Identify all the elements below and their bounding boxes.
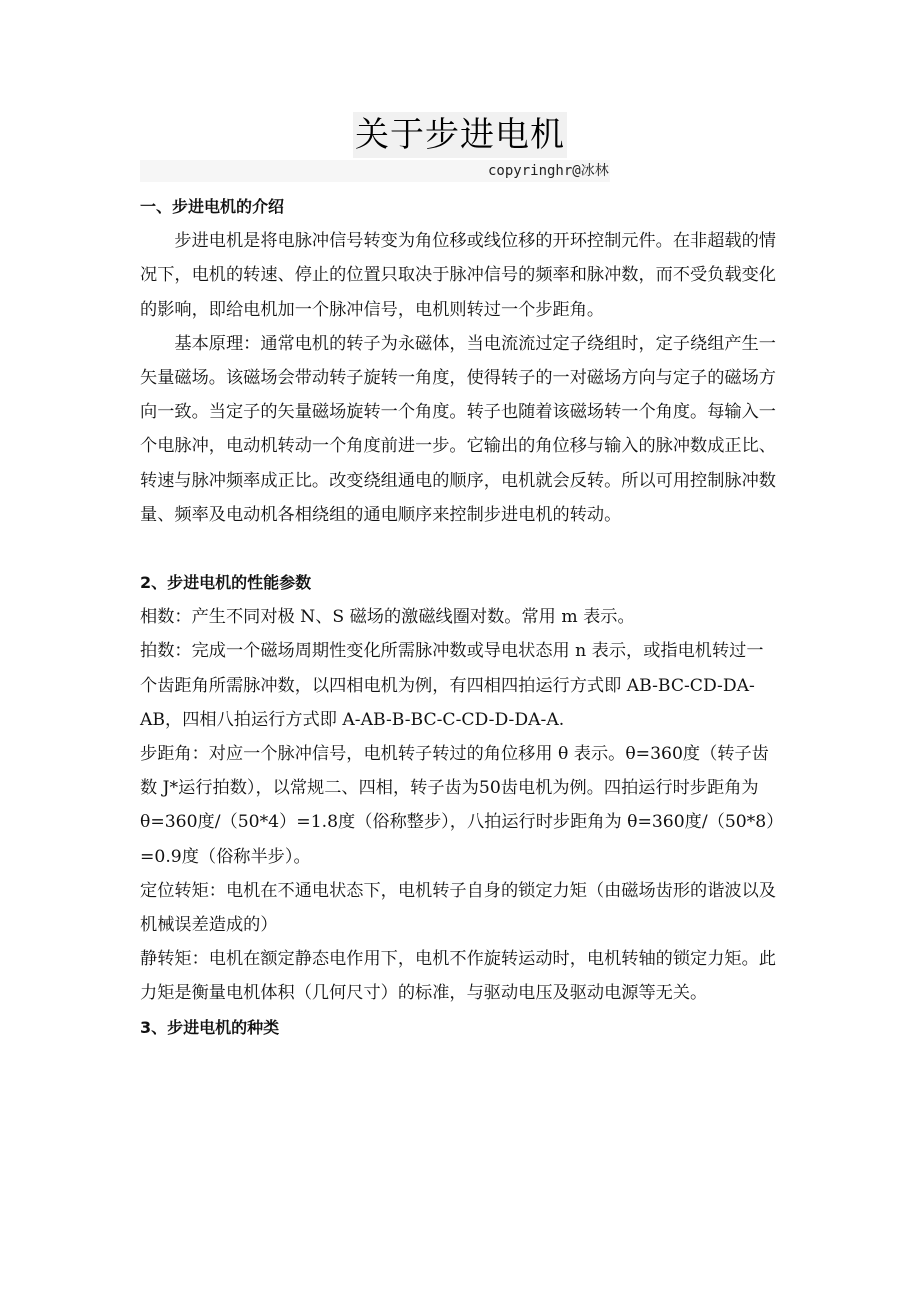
section-2-heading: 2、步进电机的性能参数 [140,573,312,593]
section-2-paragraph-2: 拍数：完成一个磁场周期性变化所需脉冲数或导电状态用 n 表示，或指电机转过一个齿距角所需脉冲数，以四相电机为例，有四相四拍运行方式即 AB-BC-CD-DA-AB，四相八拍运行方式即 A-AB-B-BC-C-CD-D-DA-A. [140,641,764,730]
document-body [140,190,780,1045]
section-2-paragraph-3: 步距角：对应一个脉冲信号，电机转子转过的角位移用 θ 表示。θ=360度（转子齿数 J*运行拍数），以常规二、四相，转子齿为50齿电机为例。四拍运行时步距角为 θ=360度/（50*4）=1.8度（俗称整步），八拍运行时步距角为 θ=360度/（50*8）=0.9度（俗称半步）。 [140,744,775,867]
section-1-heading: 一、步进电机的介绍 [140,197,285,216]
title-container [0,112,920,158]
document-title: 关于步进电机 [353,112,567,158]
section-2-paragraph-4: 定位转矩：电机在不通电状态下，电机转子自身的锁定力矩（由磁场齿形的谐波以及机械误差造成的） [140,880,776,936]
section-2-paragraph-5: 静转矩：电机在额定静态电作用下，电机不作旋转运动时，电机转轴的锁定力矩。此力矩是衡量电机体积（几何尺寸）的标准，与驱动电压及驱动电源等无关。 [140,949,776,1004]
section-1-paragraph-2: 基本原理：通常电机的转子为永磁体，当电流流过定子绕组时，定子绕组产生一矢量磁场。该磁场会带动转子旋转一角度，使得转子的一对磁场方向与定子的磁场方向一致。当定子的矢量磁场旋转一个角度。转子也随着该磁场转一个角度。每输入一个电脉冲，电动机转动一个角度前进一步。它输出的角位移与输入的脉冲数成正比、转速与脉冲频率成正比。改变绕组通电的顺序，电机就会反转。所以可用控制脉冲数量、频率及电动机各相绕组的通电顺序来控制步进电机的转动。 [140,333,776,525]
section-2-paragraph-1: 相数：产生不同对极 N、S 磁场的激磁线圈对数。常用 m 表示。 [140,607,635,628]
document-subtitle: copyringhr@冰林 [488,163,609,179]
section-spacer [140,532,780,566]
section-3-heading: 3、步进电机的种类 [140,1017,280,1037]
section-1-paragraph-1: 步进电机是将电脉冲信号转变为角位移或线位移的开环控制元件。在非超载的情况下，电机的转速、停止的位置只取决于脉冲信号的频率和脉冲数，而不受负载变化的影响，即给电机加一个脉冲信号，电机则转过一个步距角。 [140,231,776,320]
